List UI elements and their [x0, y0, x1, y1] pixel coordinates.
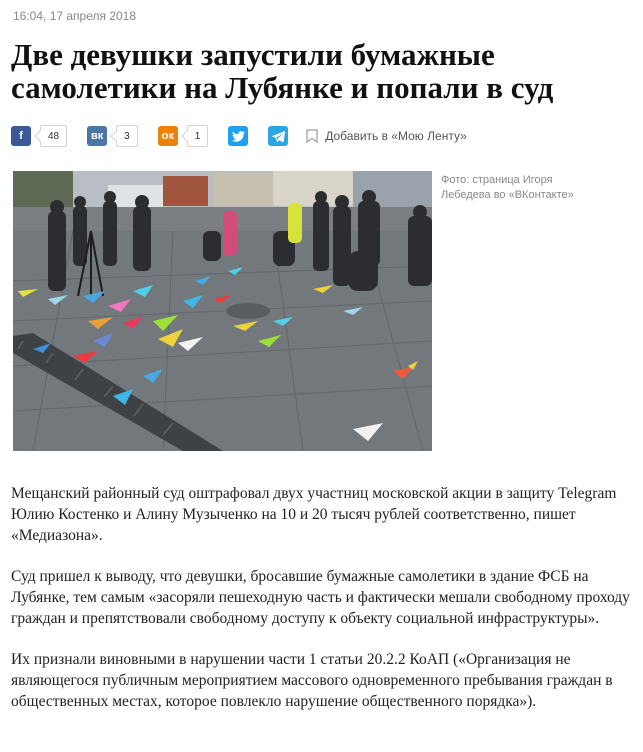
share-facebook-button[interactable] — [11, 125, 67, 147]
vk-share-count: 3 — [116, 125, 138, 147]
facebook-icon: f — [11, 126, 31, 146]
facebook-share-count: 48 — [40, 125, 67, 147]
article-paragraph: Мещанский районный суд оштрафовал двух участниц московской акции в защиту Telegram Юлию Костенко и Алину Музыченко на 10 и 20 тысяч рублей соответственно, пишет «Медиазона». — [11, 485, 617, 544]
telegram-icon — [268, 126, 288, 146]
photo-caption: Фото: страница Игоря Лебедева во «ВКонтакте» — [441, 174, 574, 201]
bookmark-icon — [306, 129, 318, 143]
article-body — [11, 483, 631, 732]
article-timestamp: 16:04, 17 апреля 2018 — [13, 9, 137, 23]
share-telegram-button[interactable] — [268, 126, 288, 146]
article-paragraph: Суд пришел к выводу, что девушки, бросавшие бумажные самолетики в здание ФСБ на Лубянке, тем самым «засоряли пешеходную часть и фактически мешали свободному проходу граждан и препятствовали свободному доступу к объекту социальной инфраструктуры». — [11, 568, 630, 627]
article-paragraph: Их признали виновными в нарушении части 1 статьи 20.2.2 КоАП («Организация не являющегося публичным мероприятием массового одновременного пребывания граждан в общественных местах, которое повлекло нарушение общественного порядка»). — [11, 651, 613, 710]
add-to-feed-button[interactable] — [306, 129, 467, 143]
share-bar — [11, 123, 467, 149]
share-twitter-button[interactable] — [228, 126, 248, 146]
vk-icon: вк — [87, 126, 107, 146]
photo-illustration — [13, 171, 432, 451]
ok-icon: ок — [158, 126, 178, 146]
add-to-feed-label: Добавить в «Мою Ленту» — [325, 129, 467, 143]
article-photo[interactable] — [13, 171, 432, 451]
share-ok-button[interactable] — [158, 125, 209, 147]
ok-share-count: 1 — [187, 125, 209, 147]
twitter-icon — [228, 126, 248, 146]
article-title: Две девушки запустили бумажные самолетики на Лубянке и попали в суд — [11, 37, 554, 105]
share-vk-button[interactable] — [87, 125, 138, 147]
